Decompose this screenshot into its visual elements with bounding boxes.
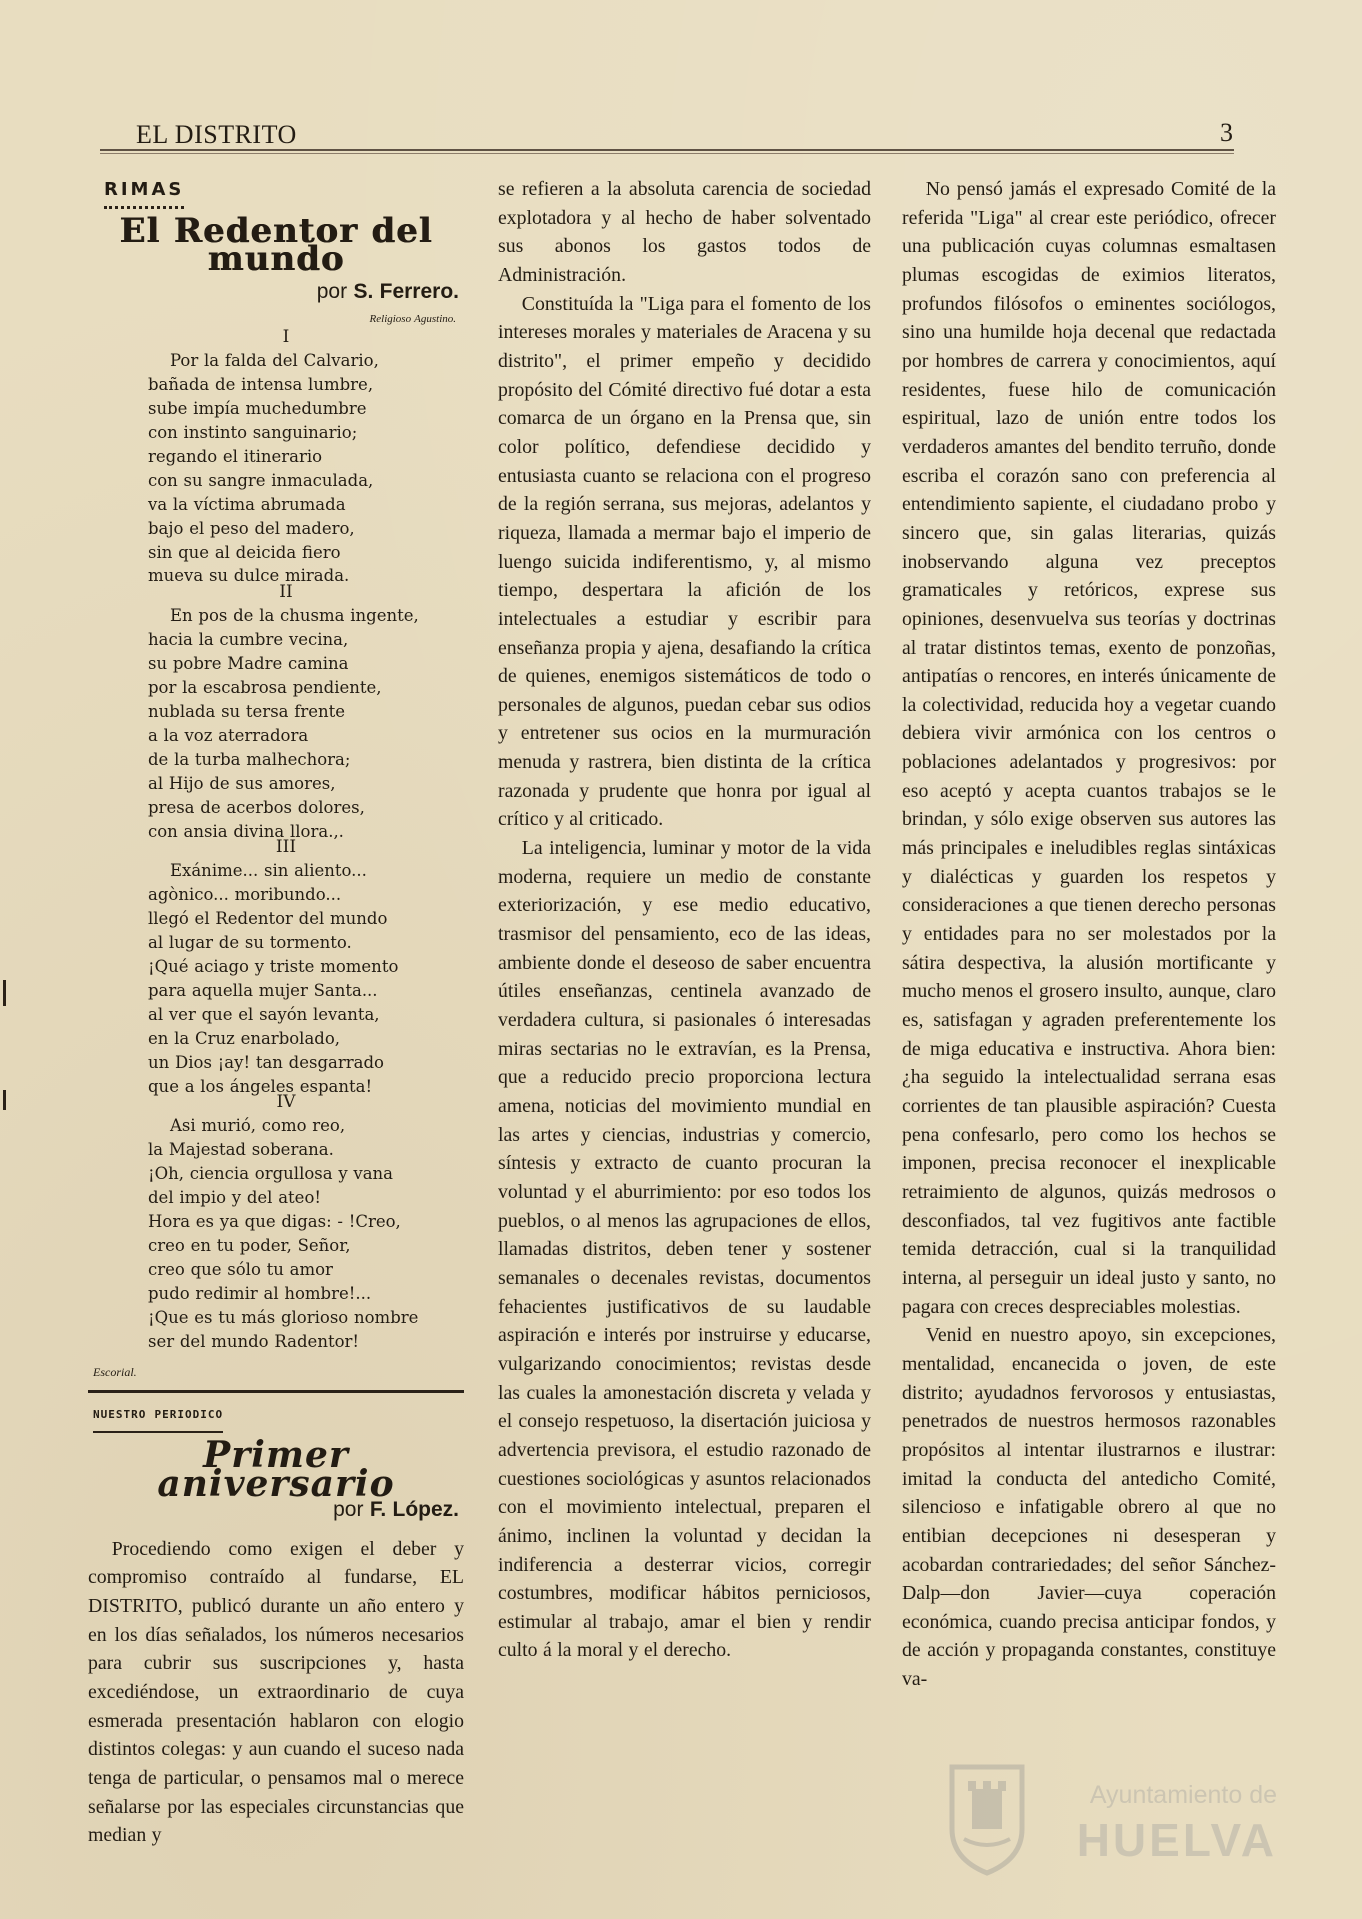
poem-line: nublada su tersa frente	[148, 701, 346, 721]
poem-line: mueva su dulce mirada.	[148, 566, 350, 586]
poem-line: que a los ángeles espanta!	[148, 1076, 373, 1096]
poem-line: creo que sólo tu amor	[148, 1259, 333, 1279]
poem-line: del impio y del ateo!	[148, 1188, 322, 1208]
byline-prefix: por	[316, 279, 348, 303]
stanza-numeral: II	[279, 582, 293, 603]
poem-line: En pos de la chusma ingente,	[170, 606, 419, 626]
poem-byline	[88, 278, 464, 307]
header-rule	[100, 149, 1234, 151]
poem-line: Hora es ya que digas: - !Creo,	[148, 1212, 401, 1232]
page-number: 3	[1220, 118, 1233, 147]
poem-line: un Dios ¡ay! tan desgarrado	[148, 1052, 384, 1072]
section-tag-nuestro-periodico: NUESTRO PERIODICO	[93, 1401, 223, 1433]
poem-line: por la escabrosa pendiente,	[148, 678, 382, 698]
article-paragraph: No pensó jamás el expresado Comité de la referida "Liga" al crear este periódico, ofrecer una publicación cuyas columnas esmaltasen plumas escogidas de eximios literatos, profundos filósofos o eminentes sociólogos, sino una humilde hoja decenal que redactada por hombres de carrera y conocimientos, aquí residentes, fuese hilo de comunicación espiritual, lazo de unión entre todos los verdaderos amantes del bendito terruño, donde escriba el corazón sano con preferencia al entendimiento sapiente, el ciudadano probo y sincero que, sin galas literarias, quizás inobservando alguna vez preceptos gramaticales y retóricos, exprese sus opiniones, desenvuelva sus teorías y doctrinas al tratar distintos temas, exento de ponzoñas, antipatías o rencores, en interés únicamente de la colectividad, reducida hoy a vegetar cuando debiera vivir armónica con los centros o poblaciones adelantados y progresivos: por eso aceptó y acepta cuantos trabajos se le brindan, y sólo exige observen sus autores las más principales e ineludibles reglas sintáxicas y dialécticas y guarden los respetos y consideraciones a que tienen derecho personas y entidades para no ser molestados por la sátira despectiva, la alusión mortificante y mucho menos el grosero insulto, aunque, claro es, satisfagan y agraden preferentemente los de miga educativa e instructiva. Ahora bien: ¿ha seguido la intelectualidad serrana esas corrientes de tan plausible aspiración? Cuesta pena confesarlo, pero como los hechos se imponen, precisa reconocer el inexplicable retraimiento de algunos, quizás medrosos o desconfiados, tal vez fugitivos ante factible temida detracción, cual si la tranquilidad interna, al perseguir un ideal justo y santo, no pagara con creces despreciables molestias.	[902, 178, 1276, 1318]
poem-line: a la voz aterradora	[148, 725, 309, 745]
coat-of-arms-icon	[942, 1759, 1032, 1877]
right-column	[902, 175, 1276, 1694]
article-paragraph: se refieren a la absoluta carencia de sociedad explotadora y al hecho de haber solventado sus abonos los gastos todos de Administración.	[498, 178, 871, 286]
poem-line: bajo el peso del madero,	[148, 518, 355, 538]
poem-line: con ansia divina llora.,.	[148, 821, 344, 841]
byline-prefix: por	[333, 1498, 364, 1522]
article-title: Primer aniversario	[157, 1433, 395, 1505]
poem-line: ¡Oh, ciencia orgullosa y vana	[148, 1164, 394, 1184]
poem-line: en la Cruz enarbolado,	[148, 1028, 341, 1048]
middle-column	[498, 175, 871, 1665]
poem-line: ser del mundo Radentor!	[148, 1331, 360, 1351]
poem-signature: Escorial.	[93, 1364, 137, 1379]
poem-line: sube impía muchedumbre	[148, 399, 367, 419]
page-header	[100, 113, 1237, 151]
poem-body	[88, 325, 464, 1353]
header-rule-thin	[100, 153, 1234, 154]
watermark-line2: HUELVA	[1076, 1814, 1277, 1866]
poem-line: presa de acerbos dolores,	[148, 797, 365, 817]
page-edge-mark	[3, 1090, 6, 1110]
archive-watermark	[942, 1759, 1282, 1879]
poem-line: ¡Qué aciago y triste momento	[148, 957, 399, 977]
poem-line: su pobre Madre camina	[148, 654, 349, 674]
stanza-numeral: I	[282, 327, 290, 348]
poem-line: hacia la cumbre vecina,	[148, 630, 349, 650]
poem-line: llegó el Redentor del mundo	[148, 909, 388, 929]
poem-line: creo en tu poder, Señor,	[148, 1236, 351, 1255]
poem-line: con instinto sanguinario;	[148, 423, 358, 442]
article-paragraph: La inteligencia, luminar y motor de la vida moderna, requiere un medio de constante exteriorización, y ese medio educativo, trasmisor del pensamiento, eco de las ideas, ambiente donde el deseoso de saber encuentra útiles enseñanzas, centinela avanzado de verdadera cultura, si pasionales ó interesadas miras sectarias no le extravían, es la Prensa, que a reducido precio proporciona lectura amena, noticias del movimiento mundial en las artes y ciencias, industrias y comercio, síntesis y extracto de cuanto procuran la voluntad y el aburrimiento: por eso todos los pueblos, o al menos las agrupaciones de ellos, llamadas distritos, deben tener y sostener semanales o decenales revistas, documentos fehacientes justificativos de su laudable aspiración e interés por instruirse y educarse, vulgarizando conocimientos; revistas desde las cuales la amonestación discreta y velada y el consejo respetuoso, la disertación juiciosa y advertencia previsora, el estudio razonado de cuestiones sociológicas y asuntos relacionados con el movimiento intelectual, preparen el ánimo, inclinen la voluntad y decidan la indiferencia a desterrar vicios, corregir costumbres, modificar hábitos perniciosos, estimular al trabajo, amar el bien y rendir culto á la moral y el derecho.	[498, 837, 871, 1662]
poem-line: Asi murió, como reo,	[170, 1116, 346, 1136]
poem-line: sin que al deicida fiero	[148, 542, 341, 562]
poem-line: con su sangre inmaculada,	[148, 470, 374, 490]
article-paragraph: Venid en nuestro apoyo, sin excepciones, mentalidad, encanecida o joven, de este distrito; ayudadnos fervorosos y entusiastas, penetrados de nuestros hermosos razonables propósitos al intentar ilustrarnos e ilustrar: imitad la conducta del antedicho Comité, silencioso e infatigable obrero al que no entibian decepciones ni desesperan y acobardan contrariedades; del señor Sánchez-Dalp—don Javier—cuya coperación económica, cuando precisa anticipar fondos, y de acción y propaganda constantes, constituye va-	[902, 1324, 1276, 1691]
section-divider	[88, 1390, 464, 1393]
poem-line: de la turba malhechora;	[148, 749, 351, 769]
poem-line: agònico... moribundo...	[148, 885, 342, 905]
newspaper-title: EL DISTRITO	[136, 120, 297, 149]
poem-line: pudo redimir al hombre!...	[148, 1283, 372, 1303]
poem-line: Por la falda del Calvario,	[170, 351, 379, 371]
article-paragraph: Procediendo como exigen el deber y compromiso contraído al fundarse, EL DISTRITO, publicó durante un año entero y en los días señalados, los números necesarios para cubrir sus suscripciones y, hasta excediéndose, un extraordinario de cuya esmerada presentación hablaron con elogio distintos colegas: y aun cuando el suceso nada tenga de particular, o pensamos mal o merece señalarse por las especiales circunstancias que median y	[88, 1537, 464, 1847]
poem-author: S. Ferrero.	[353, 279, 459, 303]
poem-line: ¡Que es tu más glorioso nombre	[148, 1307, 419, 1327]
article-paragraph: Constituída la "Liga para el fomento de los intereses morales y materiales de Aracena y su distrito", el primer empeño y decidido propósito del Cómité directivo fué dotar a esta comarca de un órgano en la Prensa que, sin color político, defendiese decidido y entusiasta cuanto se relaciona con el progreso de la región serrana, sus mejoras, adelantos y riqueza, llamada a mermar bajo el imperio de luengo suicida indiferentismo, y, al mismo tiempo, despertara la afición de los intelectuales a estudiar y escribir para enseñanza propia y ajena, desafiando la crítica de quienes, enemigos sistemáticos de todo o personales de algunos, puedan cebar sus odios y entretener sus ocios en la murmuración menuda y rastrera, bien distinta de la crítica razonada y prudente que honra por igual al crítico y al criticado.	[498, 292, 871, 831]
poem-line: al lugar de su tormento.	[148, 933, 352, 953]
page-edge-mark	[3, 980, 6, 1006]
section-tag-rimas: RIMAS	[104, 176, 184, 209]
stanza-numeral: IV	[276, 1092, 296, 1113]
poem-title: El Redentor del mundo	[119, 210, 433, 280]
poem-author-note: Religioso Agustino.	[369, 312, 456, 325]
poem-line: va la víctima abrumada	[148, 494, 346, 514]
poem-line: al Hijo de sus amores,	[148, 773, 336, 793]
poem-line: Exánime... sin aliento...	[170, 861, 367, 881]
poem-line: la Majestad soberana.	[148, 1140, 334, 1160]
left-column	[88, 175, 464, 1850]
poem-line: para aquella mujer Santa...	[148, 980, 378, 1000]
article-author: F. López.	[369, 1498, 459, 1522]
watermark-line1: Ayuntamiento de	[1089, 1781, 1277, 1809]
poem-line: bañada de intensa lumbre,	[148, 375, 374, 395]
stanza-numeral: III	[275, 837, 297, 858]
poem-line: regando el itinerario	[148, 446, 323, 466]
poem-line: al ver que el sayón levanta,	[148, 1004, 380, 1024]
